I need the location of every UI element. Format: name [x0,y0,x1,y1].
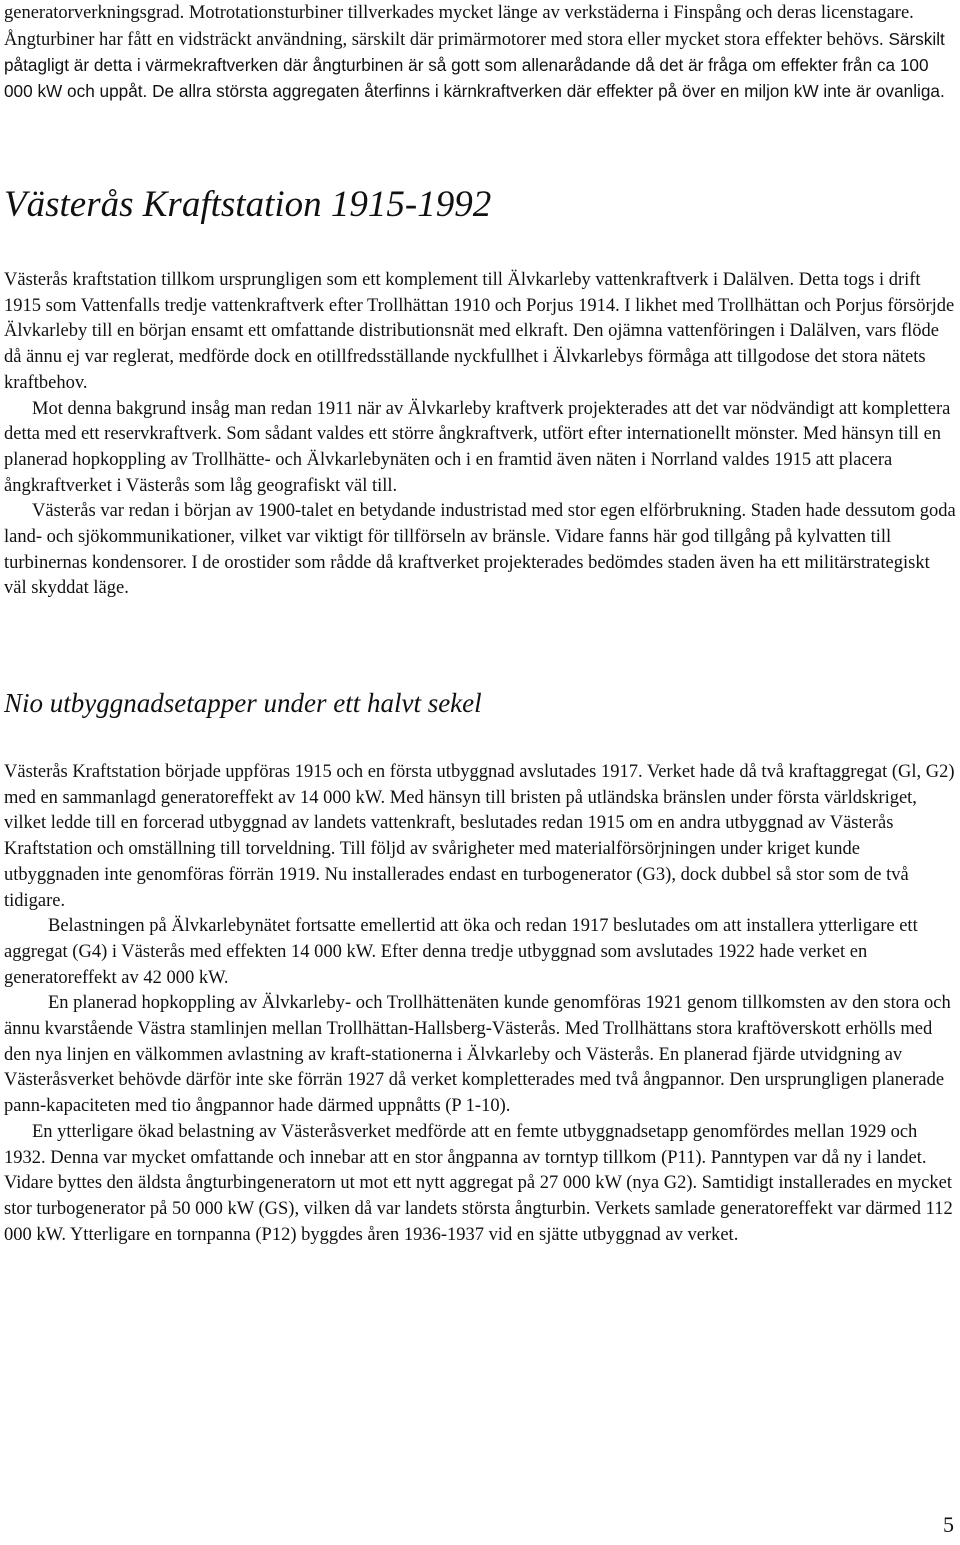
section-1-paragraph: Västerås kraftstation tillkom ursprungligen som ett komplement till Älvkarleby vattenkraftverk i Dalälven. Detta togs i drift 1915 som Vattenfalls tredje vattenkraftverk efter Trollhättan 1910 och Porjus 1914. I likhet med Trollhättan och Porjus försörjde Älvkarleby till en början ensamt ett omfattande distributionsnät med elkraft. Den ojämna vattenföringen i Dalälven, vars flöde då ännu ej var reglerat, medförde dock en otillfredsställande nyckfullhet i Älvkarlebys förmåga att tillgodose det stora nätets kraftbehov. [4,270,955,393]
section-2-paragraph: Belastningen på Älvkarlebynätet fortsatte emellertid att öka och redan 1917 beslutades om att installera ytterligare ett aggregat (G4) i Västerås med effekten 14 000 kW. Efter denna tredje utbyggnad som avslutades 1922 hade verket en generatoreffekt av 42 000 kW. [4,916,918,988]
section-2-paragraph: En planerad hopkoppling av Älvkarleby- och Trollhättenäten kunde genomföras 1921 genom tillkomsten av den stora och ännu kvarstående Västra stamlinjen mellan Trollhättan-Hallsberg-Västerås. Med Trollhättans stora kraftöverskott erhölls med den nya linjen en välkommen avlastning av kraft-stationerna i Älvkarleby och Västerås. En planerad fjärde utvidgning av Västeråsverket behövde därför inte ske förrän 1927 då verket kompletterades med två ångpannor. Den ursprungligen planerade pann-kapaciteten med tio ångpannor hade därmed uppnåtts (P 1-10). [4,993,951,1117]
intro-paragraph-3: Särskilt påtagligt är detta i värmekraftverken där ångturbinen är så gott som allenarådande då det är fråga om effekter från ca 100 000 kW och uppåt. [4,28,945,102]
section-1-paragraph: Mot denna bakgrund insåg man redan 1911 när av Älvkarleby kraftverk projekterades att det var nödvändigt att komplettera detta med ett reservkraftverk. Som sådant valdes ett större ångkraftverk, utfört efter internationellt mönster. Med hänsyn till en planerad hopkoppling av Trollhätte- och Älvkarlebynäten och i en framtid även näten i Norrland valdes 1915 att placera ångkraftverket i Västerås som låg geografiskt väl till. [4,398,951,496]
intro-text [4,0,956,105]
section-2-body [4,760,956,1248]
page-number: 5 [943,1512,954,1537]
section-1-paragraph: Västerås var redan i början av 1900-talet en betydande industristad med stor egen elförbrukning. Staden hade dessutom goda land- och sjökommunikationer, vilket var viktigt för tillförseln av bränsle. Vidare fanns här god tillgång på kylvatten till turbinernas kondensorer. I de orostider som rådde då kraftverket projekterades bedömdes staden även ha ett militärstrategiskt väl skyddat läge. [4,501,956,599]
intro-paragraph-1: generatorverkningsgrad. Motrotationsturbiner tillverkades mycket länge av verkstäderna i Finspång och deras licenstagare. [4,3,914,23]
intro-paragraph-4: De allra största aggregaten återfinns i kärnkraftverken där effekter på över en miljon kW inte är ovanliga. [152,81,945,102]
intro-block [4,0,956,105]
section-2-paragraph: En ytterligare ökad belastning av Västeråsverket medförde att en femte utbyggnadsetapp genomfördes mellan 1929 och 1932. Denna var mycket omfattande och innebar att en stor ångpanna av torntyp tillkom (P11). Panntypen var då ny i landet. Vidare byttes den äldsta ångturbingeneratorn ut mot ett nytt aggregat på 27 000 kW (nya G2). Samtidigt installerades en mycket stor turbogenerator på 50 000 kW (GS), vilken då var landets största ångturbin. Verkets samlade generatoreffekt var därmed 112 000 kW. Ytterligare en tornpanna (P12) byggdes åren 1936-1937 vid en sjätte utbyggnad av verket. [4,1121,953,1245]
section-1-body [4,268,956,602]
section-2-paragraph: Västerås Kraftstation började uppföras 1915 och en första utbyggnad avslutades 1917. Verket hade då två kraftaggregat (Gl, G2) med en sammanlagd generatoreffekt av 14 000 kW. Med hänsyn till bristen på utländska bränslen under första världskriget, vilket ledde till en forcerad utbyggnad av landets vattenkraft, beslutades redan 1915 om en andra utbyggnad av Västerås Kraftstation och omställning till torveldning. Till följd av svårigheter med materialförsörjningen under kriget kunde utbyggnaden inte genomföras förrän 1919. Nu installerades endast en turbogenerator (G3), dock dubbel så stor som de två tidigare. [4,762,955,911]
intro-paragraph-2: Ångturbiner har fått en vidsträckt användning, särskilt där primärmotorer med stora eller mycket stora effekter behövs. [4,29,884,50]
section-heading-vasteras-kraftstation: Västerås Kraftstation 1915-1992 [4,184,492,225]
section-heading-nio-utbyggnadsetapper: Nio utbyggnadsetapper under ett halvt sekel [4,688,482,718]
